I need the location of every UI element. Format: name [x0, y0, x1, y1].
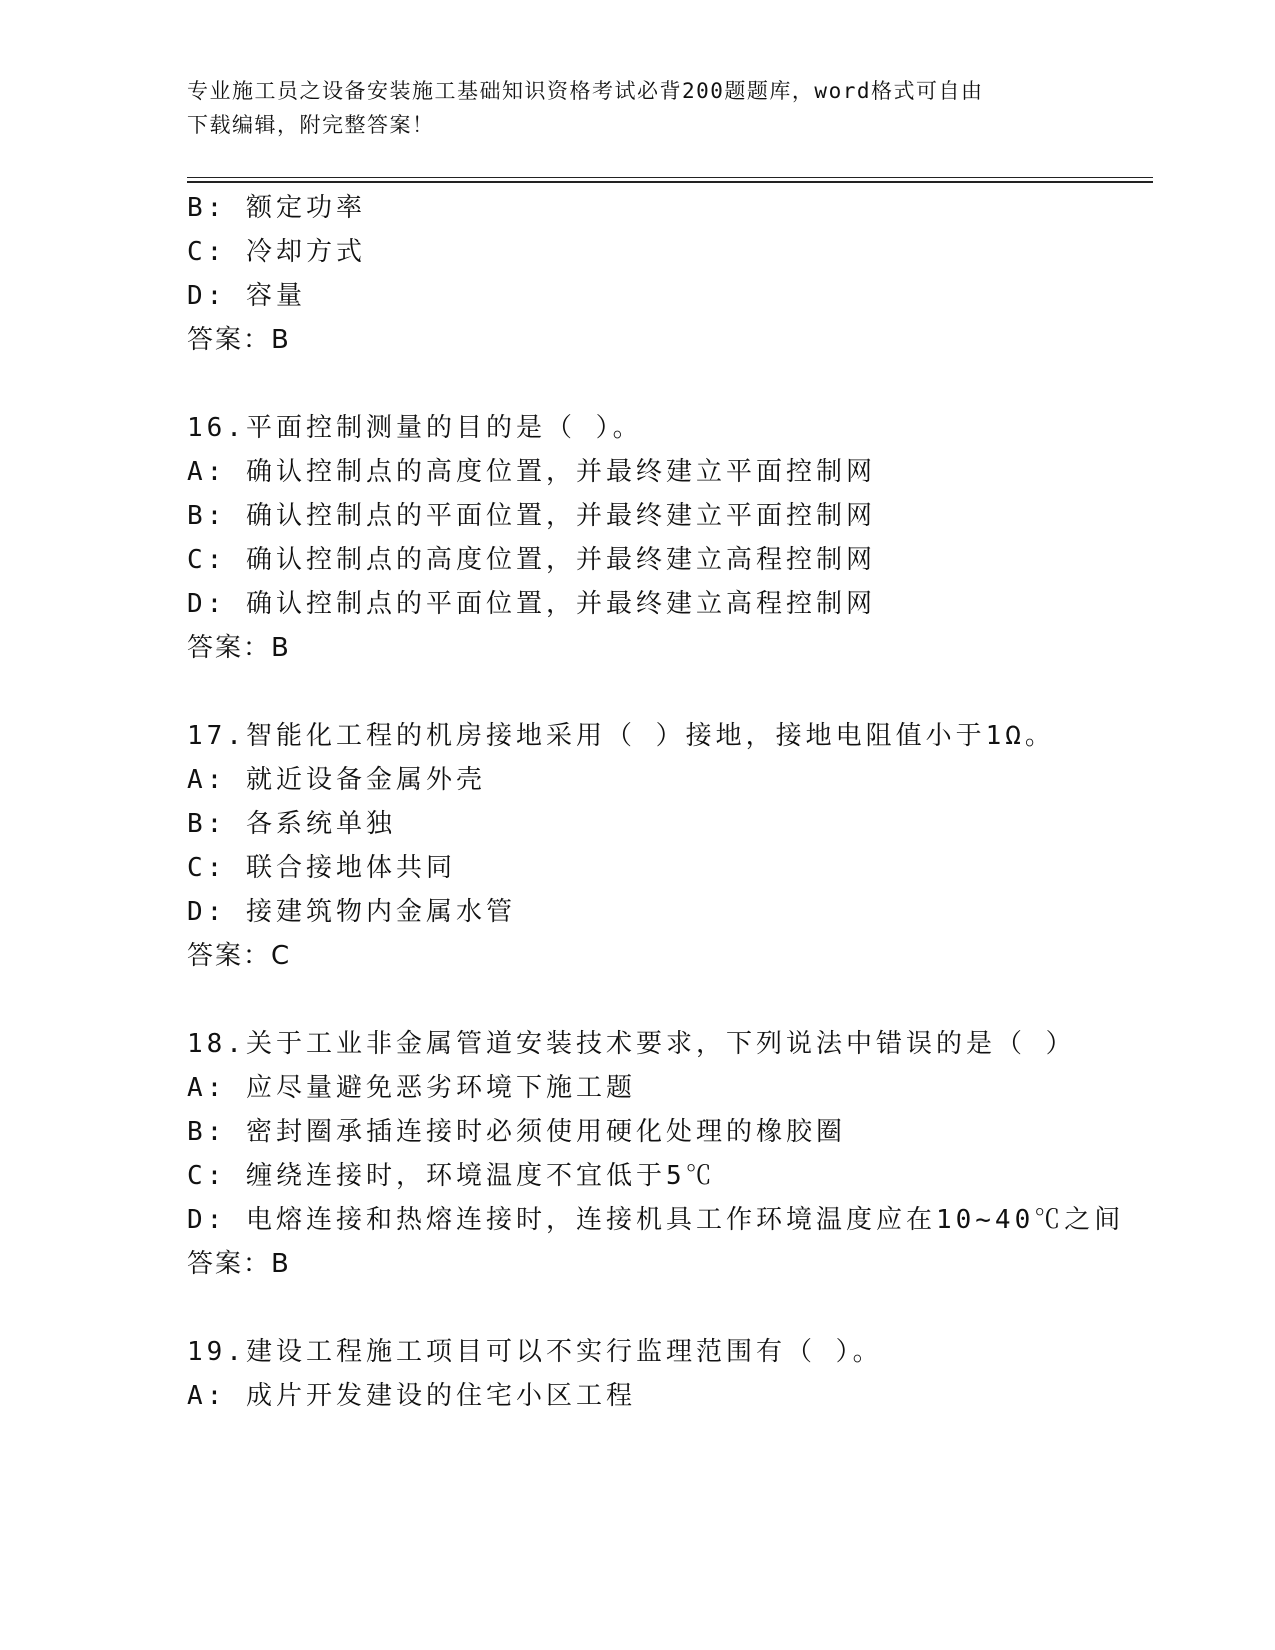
option-text: 应尽量避免恶劣环境下施工题	[245, 1073, 636, 1103]
option-key: C:	[187, 237, 227, 267]
option-key: B:	[187, 501, 227, 531]
q18-answer: 答案：B	[187, 1249, 291, 1279]
option-text: 各系统单独	[245, 809, 396, 839]
option-key: B:	[187, 809, 227, 839]
option-text: 额定功率	[245, 193, 366, 223]
q17-option-b	[187, 807, 396, 841]
option-text: 就近设备金属外壳	[245, 765, 486, 795]
option-key: A:	[187, 1381, 227, 1411]
option-key: D:	[187, 1205, 227, 1235]
option-key: D:	[187, 589, 227, 619]
q17-stem: 17.智能化工程的机房接地采用（ ）接地，接地电阻值小于1Ω。	[187, 721, 1055, 751]
option-text: 冷却方式	[245, 237, 366, 267]
option-key: B:	[187, 1117, 227, 1147]
option-text: 缠绕连接时，环境温度不宜低于5℃	[245, 1161, 716, 1191]
q16-option-b	[187, 499, 876, 533]
q16-stem: 16.平面控制测量的目的是（ ）。	[187, 413, 643, 443]
option-key: A:	[187, 457, 227, 487]
option-key: C:	[187, 545, 227, 575]
q18-option-a	[187, 1071, 636, 1105]
option-text: 容量	[245, 281, 306, 311]
q17-option-c	[187, 851, 456, 885]
header-line-1: 专业施工员之设备安装施工基础知识资格考试必背200题题库，word格式可自由	[187, 79, 984, 103]
option-text: 确认控制点的平面位置，并最终建立平面控制网	[245, 501, 876, 531]
prev-option-d	[187, 279, 306, 313]
prev-answer: 答案：B	[187, 325, 291, 355]
option-key: A:	[187, 765, 227, 795]
header-rule-thin	[187, 177, 1153, 178]
prev-option-c	[187, 235, 366, 269]
q17-option-a	[187, 763, 486, 797]
q18-option-c	[187, 1159, 716, 1193]
q16-option-c	[187, 543, 876, 577]
q18-option-d	[187, 1203, 1124, 1237]
q18-option-b	[187, 1115, 846, 1149]
q18-stem: 18.关于工业非金属管道安装技术要求，下列说法中错误的是（ ）	[187, 1029, 1076, 1059]
option-text: 确认控制点的高度位置，并最终建立高程控制网	[245, 545, 876, 575]
q19-stem: 19.建设工程施工项目可以不实行监理范围有（ ）。	[187, 1337, 883, 1367]
option-text: 接建筑物内金属水管	[245, 897, 516, 927]
document-header	[187, 74, 1087, 142]
option-text: 成片开发建设的住宅小区工程	[245, 1381, 636, 1411]
option-key: C:	[187, 853, 227, 883]
option-key: B:	[187, 193, 227, 223]
option-text: 密封圈承插连接时必须使用硬化处理的橡胶圈	[245, 1117, 846, 1147]
option-key: D:	[187, 897, 227, 927]
q19-option-a	[187, 1379, 636, 1413]
q16-option-d	[187, 587, 876, 621]
option-text: 电熔连接和热熔连接时，连接机具工作环境温度应在10~40℃之间	[245, 1205, 1125, 1235]
option-key: D:	[187, 281, 227, 311]
q16-option-a	[187, 455, 876, 489]
q17-answer: 答案：C	[187, 941, 292, 971]
option-text: 确认控制点的平面位置，并最终建立高程控制网	[245, 589, 876, 619]
header-rule-thick	[187, 181, 1153, 183]
option-text: 联合接地体共同	[245, 853, 456, 883]
option-key: A:	[187, 1073, 227, 1103]
option-key: C:	[187, 1161, 227, 1191]
header-line-2: 下载编辑，附完整答案！	[187, 113, 435, 137]
prev-option-b	[187, 191, 366, 225]
q16-answer: 答案：B	[187, 633, 291, 663]
option-text: 确认控制点的高度位置，并最终建立平面控制网	[245, 457, 876, 487]
q17-option-d	[187, 895, 516, 929]
